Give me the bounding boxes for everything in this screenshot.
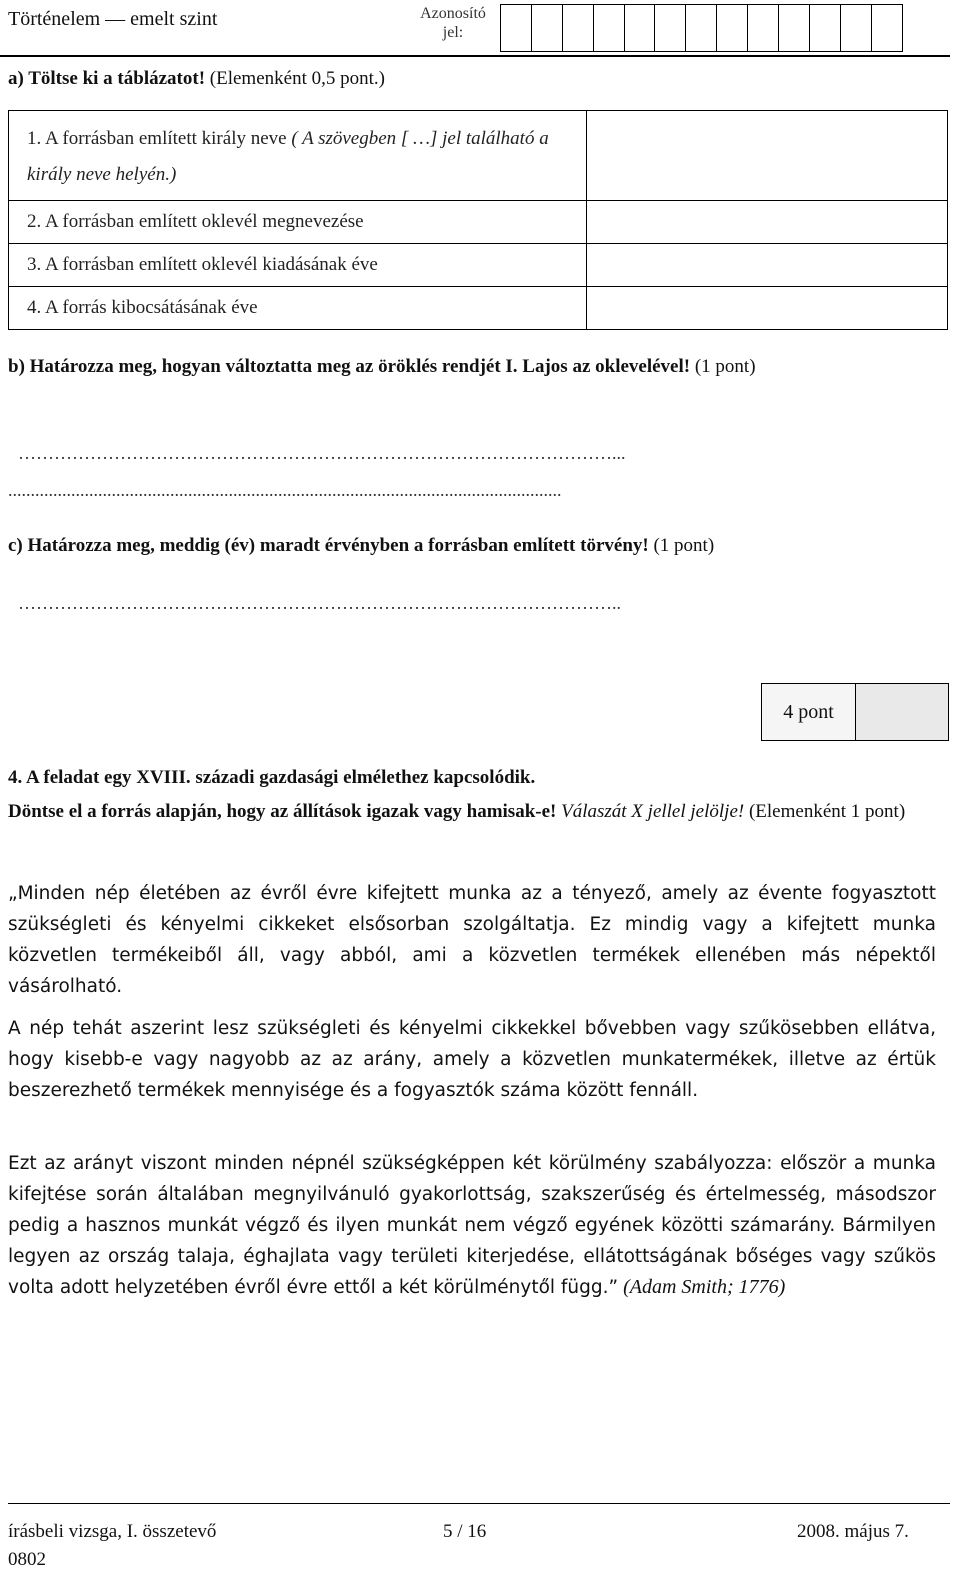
part-b-points: (1 pont) xyxy=(690,356,756,377)
footer-exam-label: írásbeli vizsga, I. összetevő xyxy=(8,1521,217,1542)
part-c-prompt xyxy=(8,535,943,557)
part-a-prompt xyxy=(8,68,385,90)
row-3-label: 3. A forrásban említett oklevél kiadásának éve xyxy=(27,254,378,275)
header-rule xyxy=(0,55,950,57)
task-4-instructions xyxy=(8,798,938,826)
score-input[interactable] xyxy=(856,684,948,740)
table-row-charter-year xyxy=(9,244,587,287)
answer-cell-2[interactable] xyxy=(587,201,948,244)
source-paragraph-3-text: Ezt az arányt viszont minden népnél szükségképpen két körülmény szabályozza: először a munka kifejtése során általában megnyilvánuló gyakorlottság, szakszerűség és értelmesség, másodszor pedig a hasznos munkát végző és ilyen munkát nem végző egyének közötti számarány. Bármilyen legyen az ország talaja, éghajlata vagy területi kiterjedése, ellátottságának bőséges vagy szűkös volta adott helyzetében évről évre ettől a két körülménytől függ.” xyxy=(8,1153,936,1298)
answer-cell-3[interactable] xyxy=(587,244,948,287)
source-paragraph-2: A nép tehát aszerint lesz szükségleti és kényelmi cikkekkel bővebben vagy szűkösebben ellátva, hogy kisebb-e vagy nagyobb az az arány, amely a közvetlen munkatermékek, illetve az értük beszerezhető termékek mennyisége és a fogyasztók száma között fennáll. xyxy=(8,1018,936,1101)
id-input-boxes[interactable] xyxy=(500,4,903,52)
task-4-title: 4. A feladat egy XVIII. századi gazdasági elmélethez kapcsolódik. xyxy=(8,767,536,788)
answer-cell-1[interactable] xyxy=(587,111,948,201)
answer-cell-4[interactable] xyxy=(587,287,948,330)
part-b-prompt-bold: b) Határozza meg, hogyan változtatta meg az öröklés rendjét I. Lajos az oklevelével! xyxy=(8,356,691,377)
footer-date: 2008. május 7. xyxy=(797,1521,909,1542)
part-b-answer-line-1[interactable]: ………………………………………………………………………………………... xyxy=(18,443,626,463)
part-c-prompt-bold: c) Határozza meg, meddig (év) maradt érvényben a forrásban említett törvény! xyxy=(8,535,649,556)
part-b-prompt xyxy=(8,350,943,384)
footer-page-number: 5 / 16 xyxy=(443,1521,487,1542)
task-4-instr-italic: Válaszát X jellel jelölje! xyxy=(556,801,745,822)
answer-table xyxy=(8,110,948,330)
footer-rule xyxy=(8,1503,950,1504)
row-4-label: 4. A forrás kibocsátásának éve xyxy=(27,297,258,318)
task-4-instr-bold: Döntse el a forrás alapján, hogy az állítások igazak vagy hamisak-e! xyxy=(8,801,557,822)
source-citation: (Adam Smith; 1776) xyxy=(618,1276,786,1298)
score-label: 4 pont xyxy=(762,684,856,740)
part-a-prompt-bold: a) Töltse ki a táblázatot! xyxy=(8,68,206,89)
footer-code: 0802 xyxy=(8,1549,46,1570)
task-4-instr-points: (Elemenként 1 pont) xyxy=(744,801,906,822)
row-1-note: ( A szövegben [ …] jel található a király neve helyén.) xyxy=(27,127,549,185)
part-c-answer-line[interactable]: ……………………………………………………………………………………….. xyxy=(18,593,621,613)
table-row-king xyxy=(9,111,587,201)
part-c-points: (1 pont) xyxy=(648,535,715,556)
row-2-label: 2. A forrásban említett oklevél megnevezése xyxy=(27,211,364,232)
part-a-points: (Elemenként 0,5 pont.) xyxy=(205,68,385,89)
table-row-source-year xyxy=(9,287,587,330)
row-1-label: 1. A forrásban említett király neve xyxy=(27,127,292,149)
part-b-answer-line-2[interactable]: ........................................................................................................................... xyxy=(8,480,562,500)
id-label: Azonosító jel: xyxy=(420,5,486,41)
source-paragraph-1: „Minden nép életében az évről évre kifejtett munka az a tényező, amely az évente fogyasztott szükségleti és kényelmi cikkeket elsősorban szolgáltatja. Ez mindig vagy a kifejtett munka közvetlen termékeiből áll, vagy abból, ami a közvetlen termékek ellenében más népektől vásárolható. xyxy=(8,883,936,997)
source-paragraph-3 xyxy=(8,1148,936,1303)
page-header-title: Történelem — emelt szint xyxy=(8,8,218,30)
table-row-charter-name xyxy=(9,201,587,244)
score-box xyxy=(761,683,949,741)
